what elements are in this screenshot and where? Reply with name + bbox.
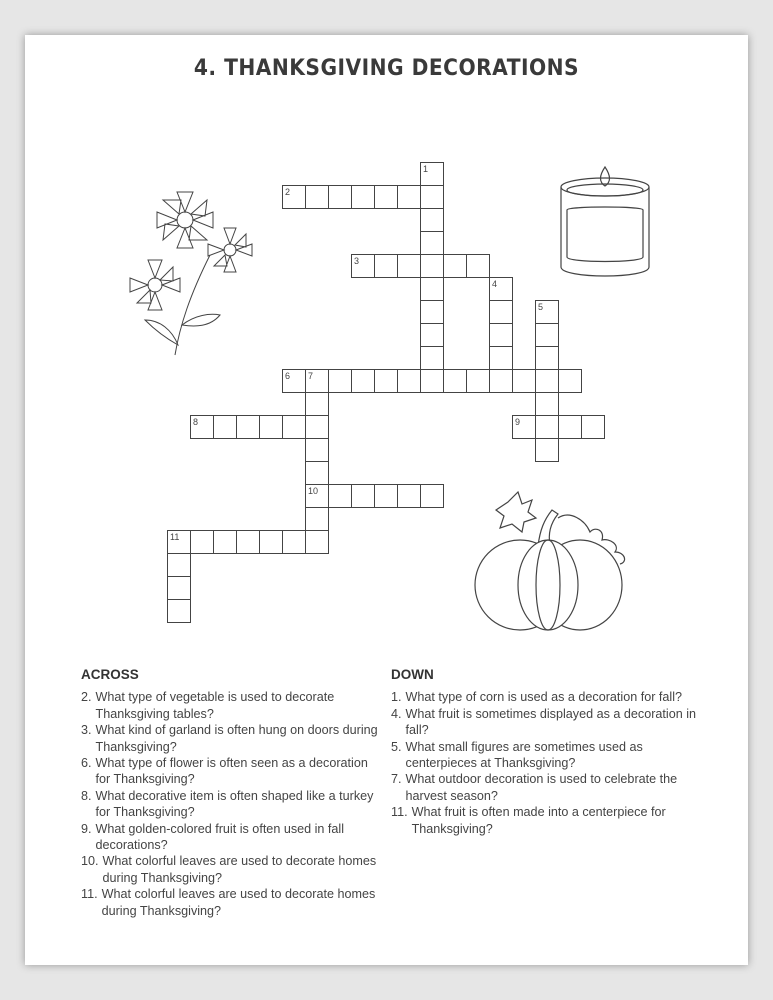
- grid-cell[interactable]: [305, 484, 329, 508]
- grid-cell[interactable]: [351, 484, 375, 508]
- down-clues: [391, 667, 711, 837]
- grid-cell[interactable]: [236, 530, 260, 554]
- clue-text: What fruit is often made into a centerpiece for Thanksgiving?: [411, 805, 666, 836]
- grid-cell[interactable]: [374, 369, 398, 393]
- clue-number-label: 3: [354, 256, 360, 266]
- grid-cell[interactable]: [420, 484, 444, 508]
- clue-item: [391, 689, 711, 705]
- grid-cell[interactable]: [512, 369, 536, 393]
- clue-number: 9.: [81, 821, 92, 836]
- grid-cell[interactable]: [305, 507, 329, 531]
- grid-cell[interactable]: [282, 369, 306, 393]
- across-clues: [81, 667, 381, 919]
- grid-cell[interactable]: [489, 323, 513, 347]
- grid-cell[interactable]: [535, 438, 559, 462]
- clue-number-label: 9: [515, 417, 521, 427]
- grid-cell[interactable]: [282, 185, 306, 209]
- clue-item: [81, 821, 381, 854]
- clue-number: 4.: [391, 706, 402, 721]
- grid-cell[interactable]: [420, 162, 444, 186]
- grid-cell[interactable]: [190, 530, 214, 554]
- down-heading: DOWN: [391, 667, 434, 682]
- grid-cell[interactable]: [305, 530, 329, 554]
- grid-cell[interactable]: [259, 530, 283, 554]
- grid-cell[interactable]: [328, 484, 352, 508]
- clue-item: [391, 739, 711, 772]
- grid-cell[interactable]: [420, 277, 444, 301]
- grid-cell[interactable]: [420, 369, 444, 393]
- grid-cell[interactable]: [213, 415, 237, 439]
- clue-text: What colorful leaves are used to decorate homes during Thanksgiving?: [102, 854, 377, 885]
- clue-number: 6.: [81, 756, 92, 771]
- grid-cell[interactable]: [420, 346, 444, 370]
- clue-text: What type of corn is used as a decoration for fall?: [405, 690, 683, 705]
- grid-cell[interactable]: [167, 599, 191, 623]
- clue-number: 5.: [391, 739, 402, 754]
- grid-cell[interactable]: [443, 254, 467, 278]
- clue-item: [391, 706, 711, 739]
- grid-cell[interactable]: [489, 346, 513, 370]
- clue-item: [391, 771, 711, 804]
- grid-cell[interactable]: [420, 208, 444, 232]
- clue-number-label: 7: [308, 371, 314, 381]
- clue-text: What type of vegetable is used to decorate Thanksgiving tables?: [95, 690, 335, 721]
- clue-number: 1.: [391, 690, 402, 705]
- grid-cell[interactable]: [420, 231, 444, 255]
- clue-number-label: 5: [538, 302, 544, 312]
- grid-cell[interactable]: [466, 254, 490, 278]
- grid-cell[interactable]: [213, 530, 237, 554]
- grid-cell[interactable]: [535, 392, 559, 416]
- grid-cell[interactable]: [466, 369, 490, 393]
- grid-cell[interactable]: [305, 369, 329, 393]
- grid-cell[interactable]: [443, 369, 467, 393]
- grid-cell[interactable]: [420, 254, 444, 278]
- grid-cell[interactable]: [282, 415, 306, 439]
- grid-cell[interactable]: [581, 415, 605, 439]
- grid-cell[interactable]: [535, 346, 559, 370]
- clue-text: What colorful leaves are used to decorate homes during Thanksgiving?: [101, 887, 376, 918]
- grid-cell[interactable]: [420, 300, 444, 324]
- grid-cell[interactable]: [190, 415, 214, 439]
- clue-number-label: 8: [193, 417, 199, 427]
- grid-cell[interactable]: [374, 484, 398, 508]
- grid-cell[interactable]: [535, 300, 559, 324]
- grid-cell[interactable]: [259, 415, 283, 439]
- grid-cell[interactable]: [328, 369, 352, 393]
- clue-text: What small figures are sometimes used as centerpieces at Thanksgiving?: [405, 739, 643, 771]
- grid-cell[interactable]: [535, 369, 559, 393]
- grid-cell[interactable]: [397, 484, 421, 508]
- clue-number: 11.: [81, 887, 98, 902]
- grid-cell[interactable]: [305, 415, 329, 439]
- grid-cell[interactable]: [512, 415, 536, 439]
- grid-cell[interactable]: [489, 277, 513, 301]
- clue-text: What type of flower is often seen as a decoration for Thanksgiving?: [95, 756, 368, 787]
- across-heading: ACROSS: [81, 667, 139, 682]
- grid-cell[interactable]: [305, 392, 329, 416]
- grid-cell[interactable]: [397, 185, 421, 209]
- clue-number: 3.: [81, 723, 92, 738]
- grid-cell[interactable]: [351, 185, 375, 209]
- grid-cell[interactable]: [282, 530, 306, 554]
- grid-cell[interactable]: [305, 185, 329, 209]
- grid-cell[interactable]: [374, 254, 398, 278]
- clue-number-label: 1: [423, 164, 429, 174]
- page-title: 4. THANKSGIVING DECORATIONS: [193, 56, 580, 81]
- clue-number-label: 10: [308, 486, 319, 496]
- clue-item: [81, 755, 381, 788]
- clue-text: What golden-colored fruit is often used in fall decorations?: [95, 821, 345, 853]
- clue-number-label: 4: [492, 279, 498, 289]
- clue-item: [81, 788, 381, 821]
- grid-cell[interactable]: [489, 369, 513, 393]
- grid-cell[interactable]: [351, 369, 375, 393]
- clue-item: [81, 689, 381, 722]
- grid-cell[interactable]: [305, 461, 329, 485]
- grid-cell[interactable]: [328, 185, 352, 209]
- grid-cell[interactable]: [535, 323, 559, 347]
- clue-number: 7.: [391, 772, 402, 787]
- grid-cell[interactable]: [167, 576, 191, 600]
- grid-cell[interactable]: [489, 300, 513, 324]
- clue-text: What decorative item is often shaped like a turkey for Thanksgiving?: [95, 788, 374, 820]
- grid-cell[interactable]: [397, 254, 421, 278]
- grid-cell[interactable]: [374, 185, 398, 209]
- grid-cell[interactable]: [351, 254, 375, 278]
- grid-cell[interactable]: [305, 438, 329, 462]
- clue-text: What fruit is sometimes displayed as a decoration in fall?: [405, 706, 697, 738]
- grid-cell[interactable]: [535, 415, 559, 439]
- clue-number: 2.: [81, 690, 92, 705]
- clue-number: 10.: [81, 854, 99, 869]
- clue-item: [81, 722, 381, 755]
- grid-cell[interactable]: [558, 369, 582, 393]
- clue-text: What outdoor decoration is used to celebrate the harvest season?: [405, 772, 678, 803]
- grid-cell[interactable]: [420, 323, 444, 347]
- clue-text: What kind of garland is often hung on doors during Thanksgiving?: [95, 723, 378, 754]
- clue-number: 8.: [81, 788, 92, 803]
- clue-item: [81, 853, 381, 886]
- grid-cell[interactable]: [420, 185, 444, 209]
- clue-number: 11.: [391, 805, 408, 820]
- clue-number-label: 2: [285, 187, 291, 197]
- clue-number-label: 6: [285, 371, 291, 381]
- grid-cell[interactable]: [167, 553, 191, 577]
- grid-cell[interactable]: [397, 369, 421, 393]
- grid-cell[interactable]: [236, 415, 260, 439]
- grid-cell[interactable]: [558, 415, 582, 439]
- clue-item: [391, 804, 711, 837]
- grid-cell[interactable]: [167, 530, 191, 554]
- clue-number-label: 11: [170, 532, 180, 542]
- clue-item: [81, 886, 381, 919]
